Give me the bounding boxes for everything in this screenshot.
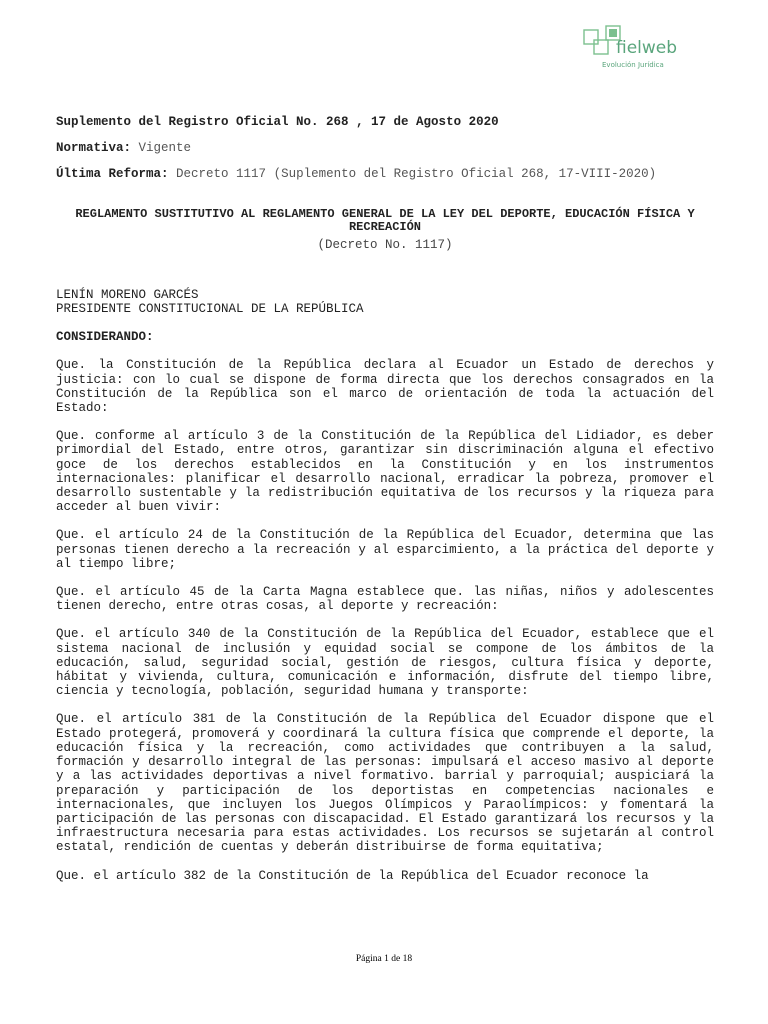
considerando-heading: CONSIDERANDO: <box>56 330 154 345</box>
document-title: REGLAMENTO SUSTITUTIVO AL REGLAMENTO GENERAL DE LA LEY DEL DEPORTE, EDUCACIÓN FÍSICA Y RECREACIÓN <box>75 206 695 234</box>
paragraph: Que. el artículo 45 de la Carta Magna establece que. las niñas, niños y adolescentes tienen derecho, entre otras cosas, al deporte y recreación: <box>56 585 714 614</box>
normativa-value: Vigente <box>138 141 192 156</box>
normativa-label: Normativa: <box>56 141 132 156</box>
logo-name: fielweb <box>616 38 678 58</box>
logo-tagline: Evolución Jurídica <box>602 61 664 69</box>
reforma-line <box>56 167 714 181</box>
normativa-line <box>56 141 714 155</box>
registro-heading: Suplemento del Registro Oficial No. 268 , 17 de Agosto 2020 <box>56 115 499 129</box>
paragraph: Que. el artículo 24 de la Constitución de la República del Ecuador, determina que las personas tienen derecho a la recreación y al esparcimiento, a la práctica del deporte y al tiempo libre; <box>56 528 714 571</box>
decree-number: (Decreto No. 1117) <box>317 237 453 252</box>
reforma-value: Decreto 1117 (Suplemento del Registro Oficial 268, 17-VIII-2020) <box>176 167 657 182</box>
paragraph: Que. conforme al artículo 3 de la Constitución de la República del Lidiador, es deber primordial del Estado, entre otros, garantizar sin discriminación alguna el efectivo goce de los derechos establecidos en la Constitución y en los instrumentos internacionales: planificar el desarrollo nacional, erradicar la pobreza, promover el desarrollo sustentable y la redistribución equitativa de los recursos y la riqueza para acceder al buen vivir: <box>56 429 714 515</box>
reforma-label: Última Reforma: <box>56 167 169 182</box>
paragraph: Que. el artículo 382 de la Constitución de la República del Ecuador reconoce la <box>56 868 649 883</box>
paragraph: Que. el artículo 340 de la Constitución de la República del Ecuador, establece que el sistema nacional de inclusión y equidad social se compone de los ámbitos de la educación, salud, seguridad social, gestión de riesgos, cultura física y deporte, hábitat y vivienda, cultura, comunicación e información, disfrute del tiempo libre, ciencia y tecnología, población, seguridad humana y transporte: <box>56 627 714 699</box>
page-number: Página 1 de 18 <box>355 954 413 964</box>
paragraph: Que. la Constitución de la República declara al Ecuador un Estado de derechos y justicia: con lo cual se dispone de forma directa que los derechos consagrados en la Constitución de la República son el marco de orientación de toda la actuación del Estado: <box>56 358 714 416</box>
document-body <box>56 115 714 897</box>
fielweb-logo <box>582 24 712 74</box>
author-title: PRESIDENTE CONSTITUCIONAL DE LA REPÚBLICA <box>56 302 364 317</box>
paragraph: Que. el artículo 381 de la Constitución de la República del Ecuador dispone que el Estado protegerá, promoverá y coordinará la cultura física que comprende el deporte, la educación física y la recreación, como actividades que contribuyen a la salud, formación y desarrollo integral de las personas: impulsará el acceso masivo al deporte y a las actividades deportivas a nivel formativo. barrial y parroquial; auspiciará la preparación y participación de los deportistas en competencias nacionales e internacionales, que incluyen los Juegos Olímpicos y Paraolímpicos: y fomentará la participación de las personas con discapacidad. El Estado garantizará los recursos y la infraestructura necesaria para estas actividades. Los recursos se sujetarán al control estatal, rendición de cuentas y deberán distribuirse de forma equitativa; <box>56 712 714 855</box>
author-name: LENÍN MORENO GARCÉS <box>56 287 199 302</box>
